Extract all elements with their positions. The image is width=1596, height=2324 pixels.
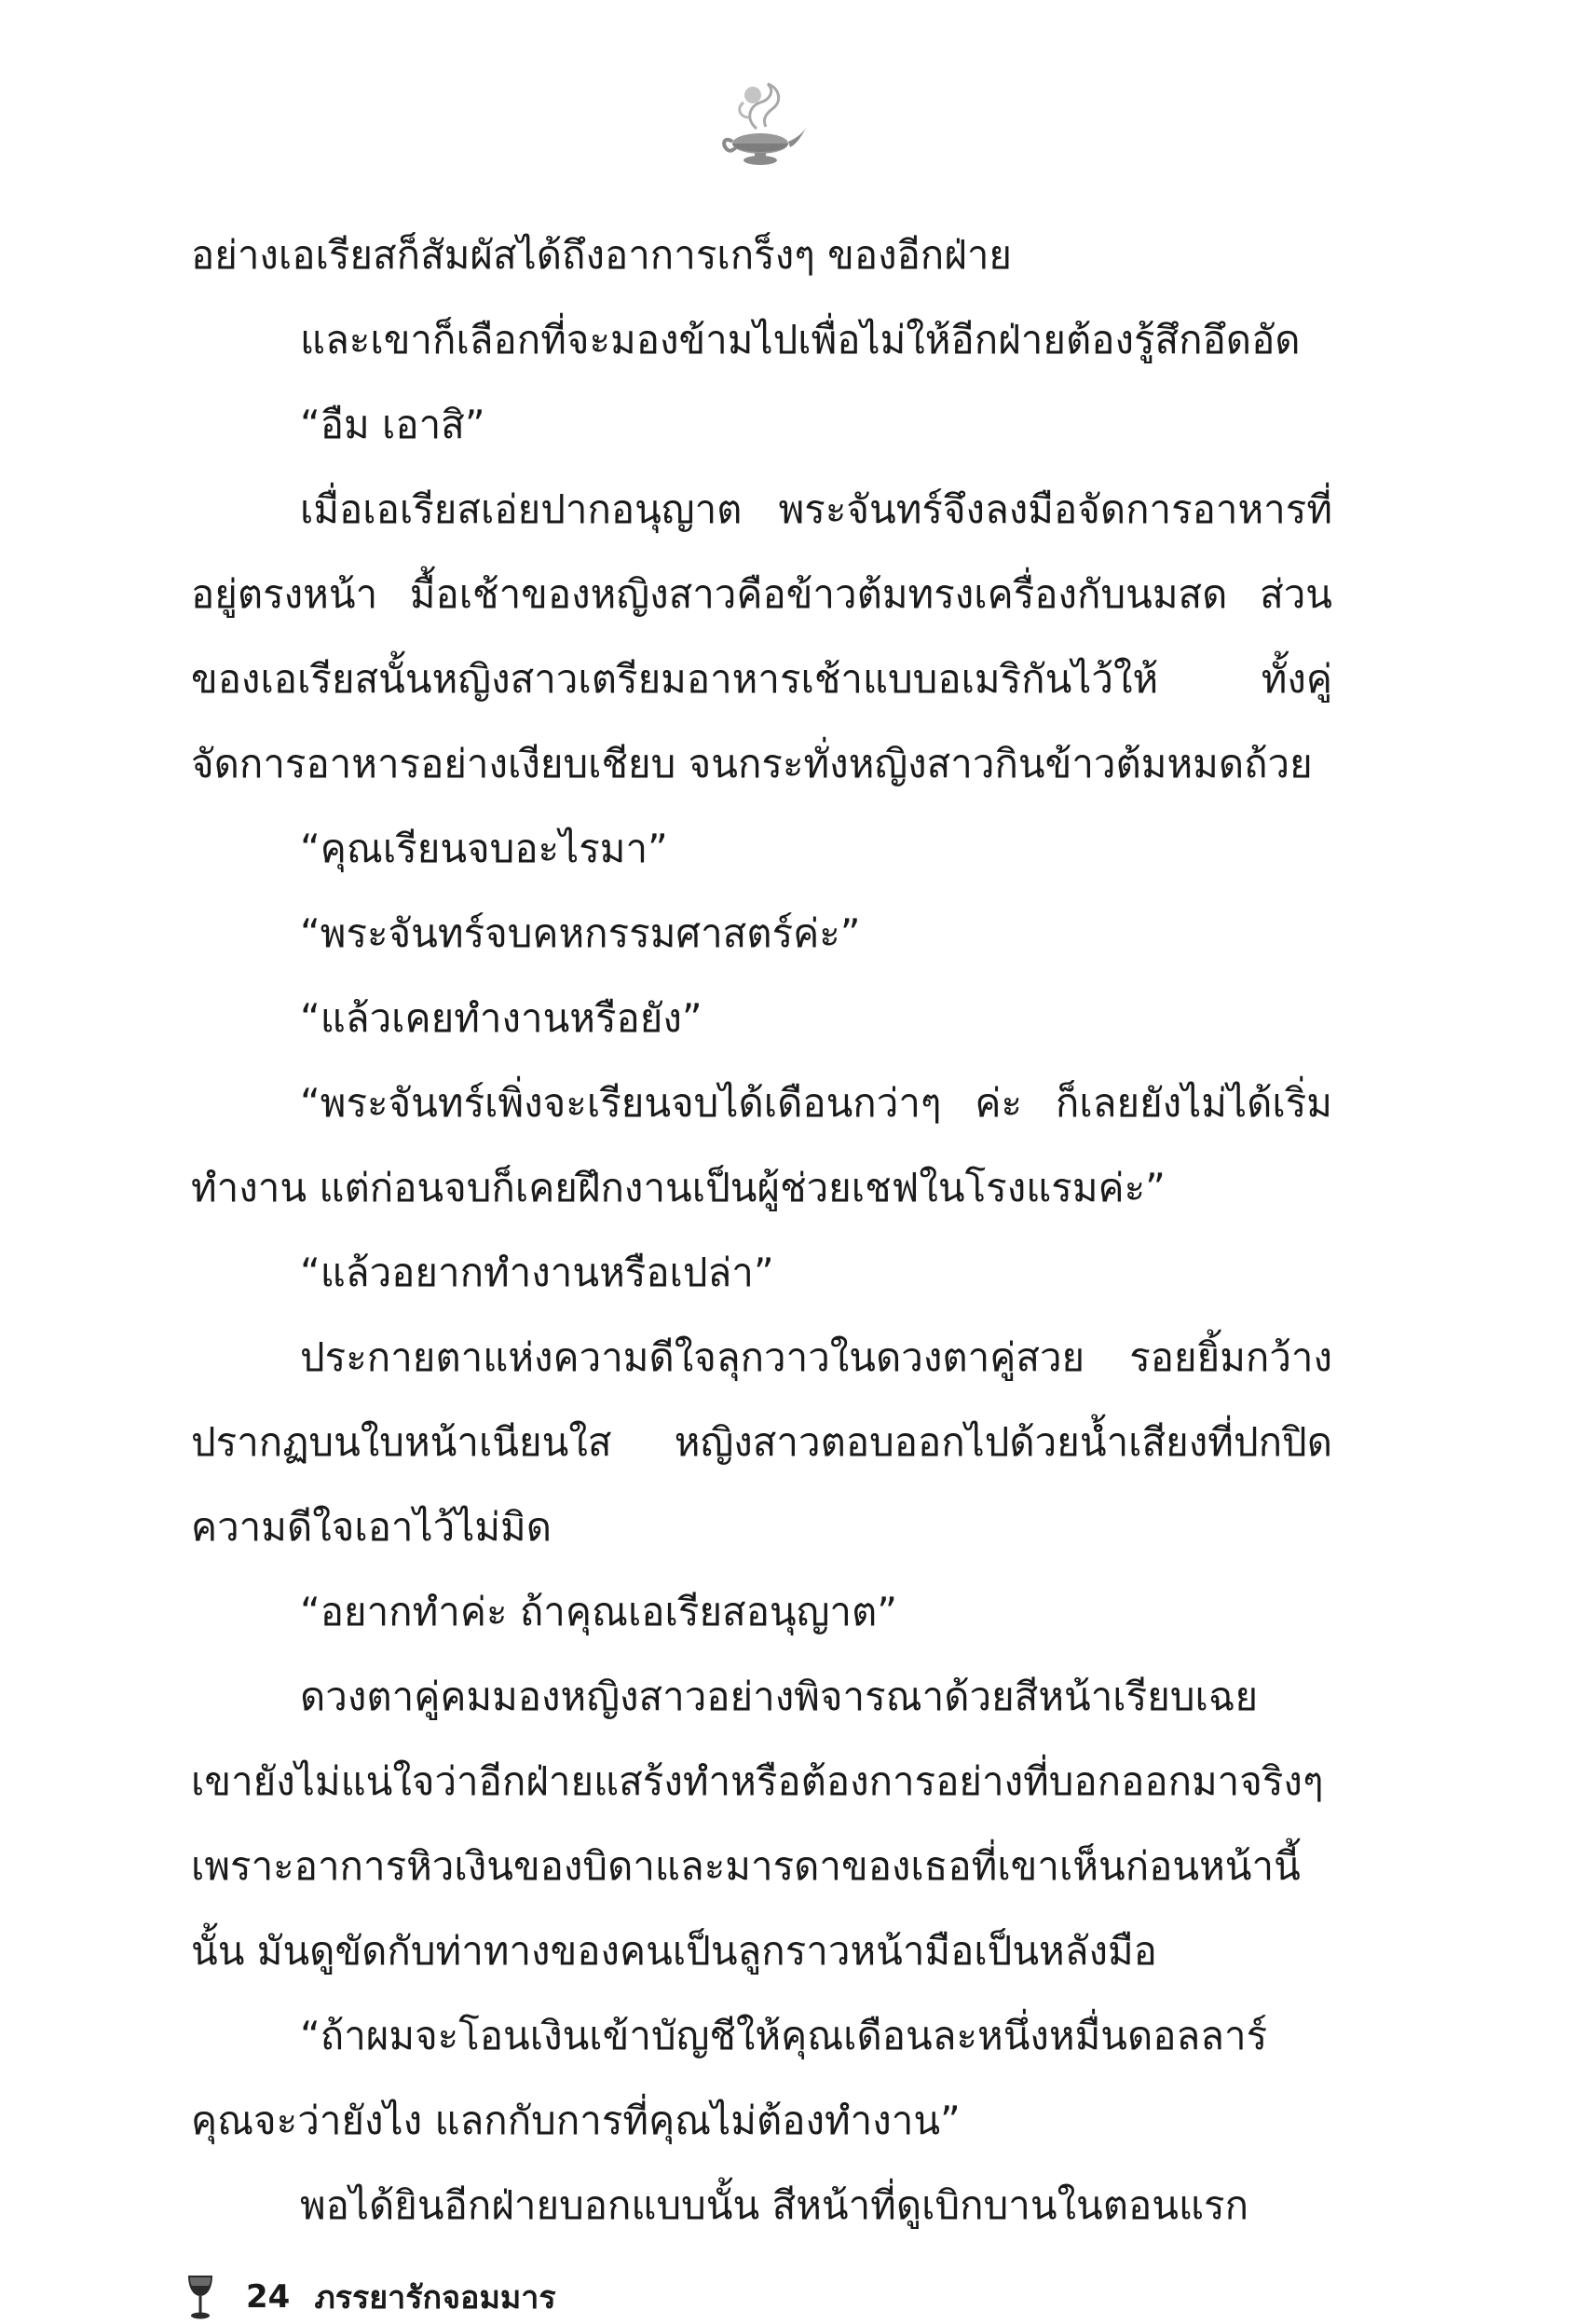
paragraph: “อืม เอาสิ”: [300, 402, 485, 447]
page-footer: [184, 2274, 556, 2320]
paragraph: ประกายตาแห่งความดีใจลุกวาวในดวงตาคู่สวย รอยยิ้มกว้างปรากฏบนใบหน้าเนียนใส หญิงสาวตอบออกไปด้วยน้ำเสียงที่ปกปิดความดีใจเอาไว้ไม่มิด: [191, 1334, 1332, 1550]
genie-lamp-icon: [708, 75, 811, 177]
paragraph: “อยากทำค่ะ ถ้าคุณเอเรียสอนุญาต”: [300, 1589, 898, 1634]
paragraph: “ถ้าผมจะโอนเงินเข้าบัญชีให้คุณเดือนละหนึ่งหมื่นดอลลาร์ คุณจะว่ายังไง แลกกับการที่คุณไม่ต้องทำงาน”: [191, 2013, 1268, 2143]
paragraph: พอได้ยินอีกฝ่ายบอกแบบนั้น สีหน้าที่ดูเบิกบานในตอนแรก: [300, 2182, 1249, 2228]
paragraph: อย่างเอเรียสก็สัมผัสได้ถึงอาการเกร็งๆ ของอีกฝ่าย: [191, 232, 1013, 278]
paragraph: “คุณเรียนจบอะไรมา”: [300, 826, 668, 871]
paragraph: “แล้วอยากทำงานหรือเปล่า”: [300, 1250, 774, 1295]
page-number: 24: [246, 2278, 291, 2316]
paragraph: และเขาก็เลือกที่จะมองข้ามไปเพื่อไม่ให้อีกฝ่ายต้องรู้สึกอึดอัด: [300, 317, 1301, 362]
paragraph: “พระจันทร์จบคหกรรมศาสตร์ค่ะ”: [300, 910, 861, 956]
paragraph: เมื่อเอเรียสเอ่ยปากอนุญาต พระจันทร์จึงลงมือจัดการอาหารที่อยู่ตรงหน้า มื้อเช้าของหญิงสาวคือข้าวต้มทรงเครื่องกับนมสด ส่วนของเอเรียสนั้นหญิงสาวเตรียมอาหารเช้าแบบอเมริกันไว้ให้ ทั้งคู่จัดการอาหารอย่างเงียบเชียบ จนกระทั่งหญิงสาวกินข้าวต้มหมดถ้วย: [191, 486, 1332, 786]
body-text: [191, 212, 1332, 2248]
book-title: ภรรยารักจอมมาร: [314, 2279, 556, 2317]
wine-glass-icon: [184, 2274, 216, 2320]
paragraph: “แล้วเคยทำงานหรือยัง”: [300, 995, 703, 1041]
paragraph: “พระจันทร์เพิ่งจะเรียนจบได้เดือนกว่าๆ ค่ะ ก็เลยยังไม่ได้เริ่มทำงาน แต่ก่อนจบก็เคยฝึกงานเป็นผู้ช่วยเชฟในโรงแรมค่ะ”: [191, 1080, 1332, 1210]
paragraph: ดวงตาคู่คมมองหญิงสาวอย่างพิจารณาด้วยสีหน้าเรียบเฉย เขายังไม่แน่ใจว่าอีกฝ่ายแสร้งทำหรือต้องการอย่างที่บอกออกมาจริงๆ เพราะอาการหิวเงินของบิดาและมารดาของเธอที่เขาเห็นก่อนหน้านี้นั้น มันดูขัดกับท่าทางของคนเป็นลูกราวหน้ามือเป็นหลังมือ: [191, 1674, 1324, 1974]
